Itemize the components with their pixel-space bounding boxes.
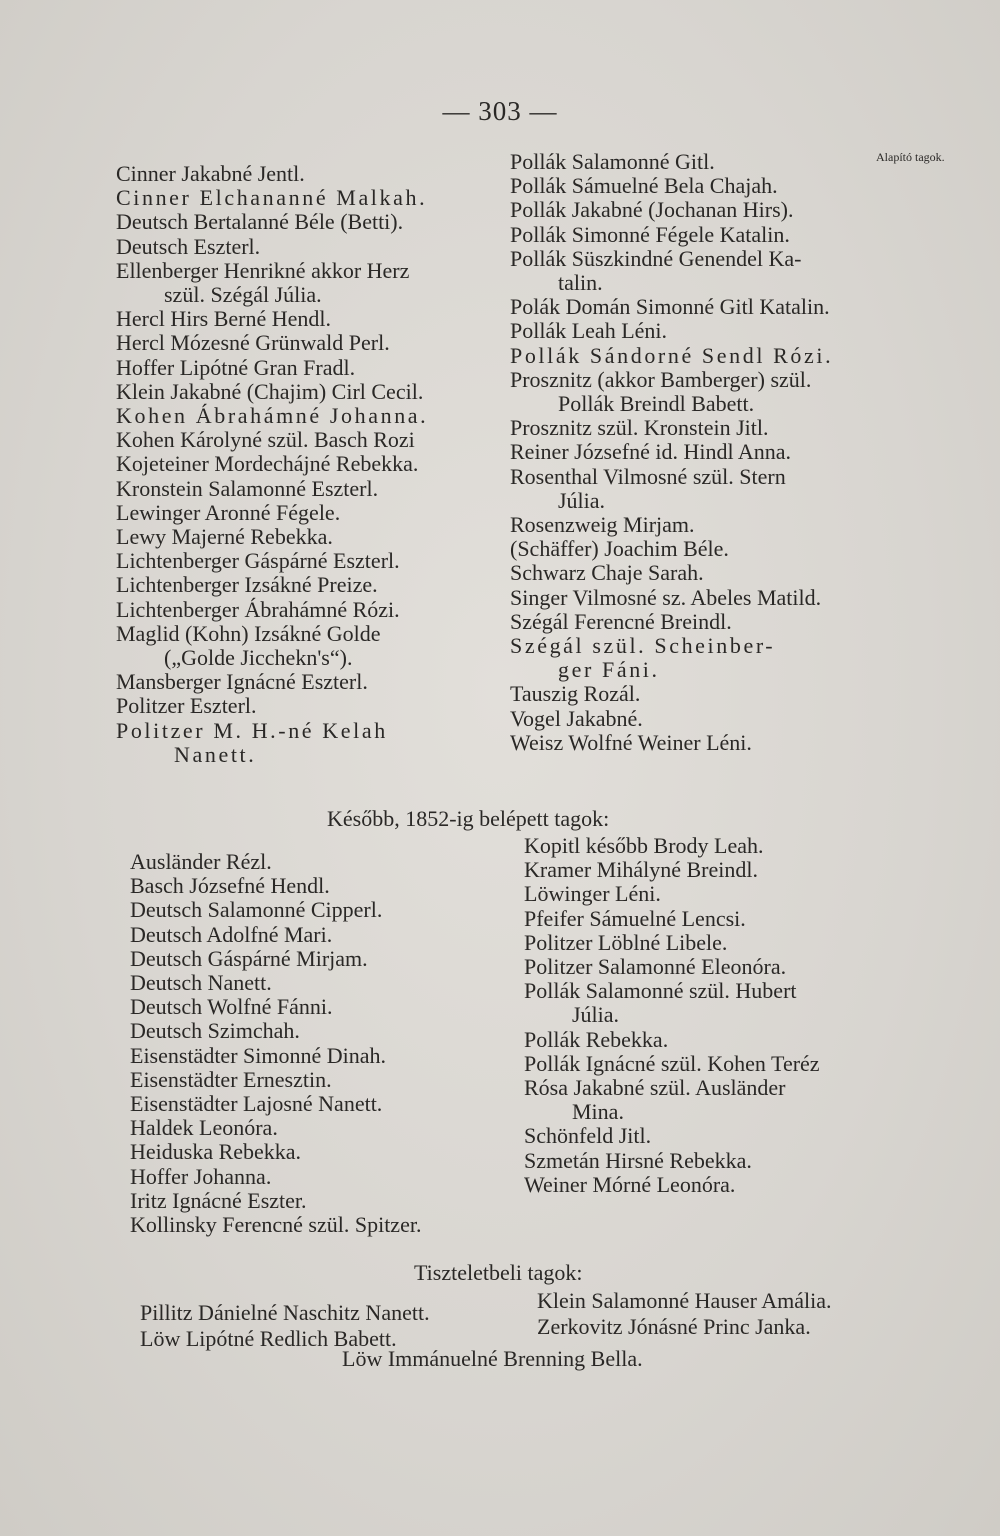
member-entry: Pollák Leah Léni.: [510, 318, 668, 344]
member-entry: Kojeteiner Mordechájné Rebekka.: [116, 451, 419, 477]
honorary-member: Pillitz Dánielné Naschitz Nanett.: [140, 1300, 430, 1325]
member-entry: Eisenstädter Lajosné Nanett.: [130, 1091, 383, 1117]
honorary-heading: Tiszteletbeli tagok:: [414, 1260, 583, 1285]
member-entry: Eisenstädter Ernesztin.: [130, 1066, 332, 1092]
member-entry: Kohen Károlyné szül. Basch Rozi: [116, 427, 415, 453]
member-entry: Hercl Mózesné Grünwald Perl.: [116, 330, 390, 356]
member-entry: Pollák Salamonné szül. Hubert: [524, 978, 797, 1004]
member-entry: Lichtenberger Gáspárné Eszterl.: [116, 548, 400, 574]
member-entry: Politzer Salamonné Eleonóra.: [524, 954, 787, 980]
member-entry: Deutsch Eszterl.: [116, 233, 261, 259]
member-entry: Pollák Jakabné (Jochanan Hirs).: [510, 197, 794, 223]
member-entry: Szégál szül. Scheinber-: [510, 633, 776, 659]
member-entry: Weisz Wolfné Weiner Léni.: [510, 729, 752, 755]
member-entry: Kollinsky Ferencné szül. Spitzer.: [130, 1212, 422, 1238]
member-entry: Deutsch Wolfné Fánni.: [130, 994, 333, 1020]
later-right-column: [524, 834, 820, 1197]
member-entry: Basch Józsefné Hendl.: [130, 873, 330, 899]
member-entry: Iritz Ignácné Eszter.: [130, 1187, 307, 1213]
later-members-heading: Később, 1852-ig belépett tagok:: [327, 806, 610, 831]
member-entry: Prosznitz (akkor Bamberger) szül.: [510, 366, 812, 392]
later-left-column: [130, 850, 421, 1237]
member-entry: Tauszig Rozál.: [510, 681, 641, 707]
founders-left-column: [116, 162, 428, 767]
member-entry: Deutsch Nanett.: [130, 970, 272, 996]
member-entry: Löwinger Léni.: [524, 881, 661, 907]
member-entry: Júlia.: [558, 487, 606, 513]
member-entry: Deutsch Salamonné Cipperl.: [130, 897, 383, 923]
member-entry: Klein Jakabné (Chajim) Cirl Cecil.: [116, 378, 424, 404]
honorary-member: Löw Immánuelné Brenning Bella.: [342, 1346, 643, 1371]
member-entry: Rósa Jakabné szül. Ausländer: [524, 1075, 786, 1101]
member-entry: Politzer Eszterl.: [116, 693, 257, 719]
member-entry: talin.: [558, 270, 603, 296]
member-entry: Eisenstädter Simonné Dinah.: [130, 1042, 387, 1068]
founders-right-column: [510, 150, 833, 755]
member-entry: Pollák Sámuelné Bela Chajah.: [510, 173, 778, 199]
member-entry: Pollák Breindl Babett.: [558, 391, 755, 417]
member-entry: Lewy Majerné Rebekka.: [116, 524, 333, 550]
member-entry: Pollák Simonné Fégele Katalin.: [510, 221, 790, 247]
member-entry: (Schäffer) Joachim Béle.: [510, 536, 729, 562]
member-entry: Heiduska Rebekka.: [130, 1139, 302, 1165]
member-entry: Kronstein Salamonné Eszterl.: [116, 475, 379, 501]
member-entry: Lewinger Aronné Fégele.: [116, 499, 341, 525]
member-entry: Szégál Ferencné Breindl.: [510, 608, 732, 634]
member-entry: Hoffer Johanna.: [130, 1163, 272, 1189]
member-entry: Deutsch Gáspárné Mirjam.: [130, 945, 368, 971]
member-entry: Singer Vilmosné sz. Abeles Matild.: [510, 584, 822, 610]
member-entry: Lichtenberger Ábrahámné Rózi.: [116, 596, 400, 622]
honorary-member: Löw Lipótné Redlich Babett.: [140, 1326, 397, 1351]
member-entry: Nanett.: [174, 741, 257, 767]
member-entry: Pollák Ignácné szül. Kohen Teréz: [524, 1050, 820, 1076]
member-entry: Hoffer Lipótné Gran Fradl.: [116, 354, 356, 380]
member-entry: Prosznitz szül. Kronstein Jitl.: [510, 415, 769, 441]
member-entry: Deutsch Adolfné Mari.: [130, 921, 333, 947]
side-label: Alapító tagok.: [876, 150, 945, 164]
member-entry: Pollák Salamonné Gitl.: [510, 149, 715, 174]
member-entry: Pollák Süszkindné Genendel Ka-: [510, 245, 802, 271]
member-entry: Kohen Ábrahámné Johanna.: [116, 403, 429, 429]
member-entry: Ausländer Rézl.: [130, 849, 272, 874]
member-entry: Haldek Leonóra.: [130, 1115, 278, 1141]
member-entry: Politzer Löblné Libele.: [524, 929, 728, 955]
member-entry: Pollák Rebekka.: [524, 1026, 669, 1052]
member-entry: ger Fáni.: [558, 657, 660, 683]
member-entry: Maglid (Kohn) Izsákné Golde: [116, 620, 381, 646]
member-entry: Rosenthal Vilmosné szül. Stern: [510, 463, 786, 489]
member-entry: Kramer Mihályné Breindl.: [524, 857, 758, 883]
member-entry: Polák Domán Simonné Gitl Katalin.: [510, 294, 830, 320]
member-entry: Weiner Mórné Leonóra.: [524, 1171, 736, 1197]
member-entry: Júlia.: [572, 1002, 620, 1028]
member-entry: Szmetán Hirsné Rebekka.: [524, 1147, 752, 1173]
honorary-member: Zerkovitz Jónásné Princ Janka.: [537, 1314, 811, 1339]
member-entry: Mansberger Ignácné Eszterl.: [116, 669, 368, 695]
member-entry: Reiner Józsefné id. Hindl Anna.: [510, 439, 792, 465]
member-entry: Schwarz Chaje Sarah.: [510, 560, 704, 586]
member-entry: Deutsch Szimchah.: [130, 1018, 300, 1044]
member-entry: Vogel Jakabné.: [510, 705, 643, 731]
member-entry: Kopitl később Brody Leah.: [524, 833, 764, 858]
page-number: — 303 —: [442, 96, 558, 126]
member-entry: Ellenberger Henrikné akkor Herz: [116, 257, 410, 283]
member-entry: Hercl Hirs Berné Hendl.: [116, 306, 332, 332]
member-entry: szül. Szégál Júlia.: [164, 282, 322, 308]
member-entry: („Golde Jicchekn's“).: [164, 645, 353, 671]
member-entry: Cinner Elchananné Malkah.: [116, 185, 428, 211]
honorary-member: Klein Salamonné Hauser Amália.: [537, 1288, 832, 1313]
member-entry: Politzer M. H.-né Kelah: [116, 717, 388, 743]
member-entry: Pfeifer Sámuelné Lencsi.: [524, 905, 746, 931]
member-entry: Schönfeld Jitl.: [524, 1123, 652, 1149]
member-entry: Mina.: [572, 1099, 624, 1125]
member-entry: Pollák Sándorné Sendl Rózi.: [510, 342, 834, 368]
member-entry: Deutsch Bertalanné Béle (Betti).: [116, 209, 404, 235]
member-entry: Lichtenberger Izsákné Preize.: [116, 572, 378, 598]
member-entry: Rosenzweig Mirjam.: [510, 512, 695, 538]
member-entry: Cinner Jakabné Jentl.: [116, 161, 305, 186]
